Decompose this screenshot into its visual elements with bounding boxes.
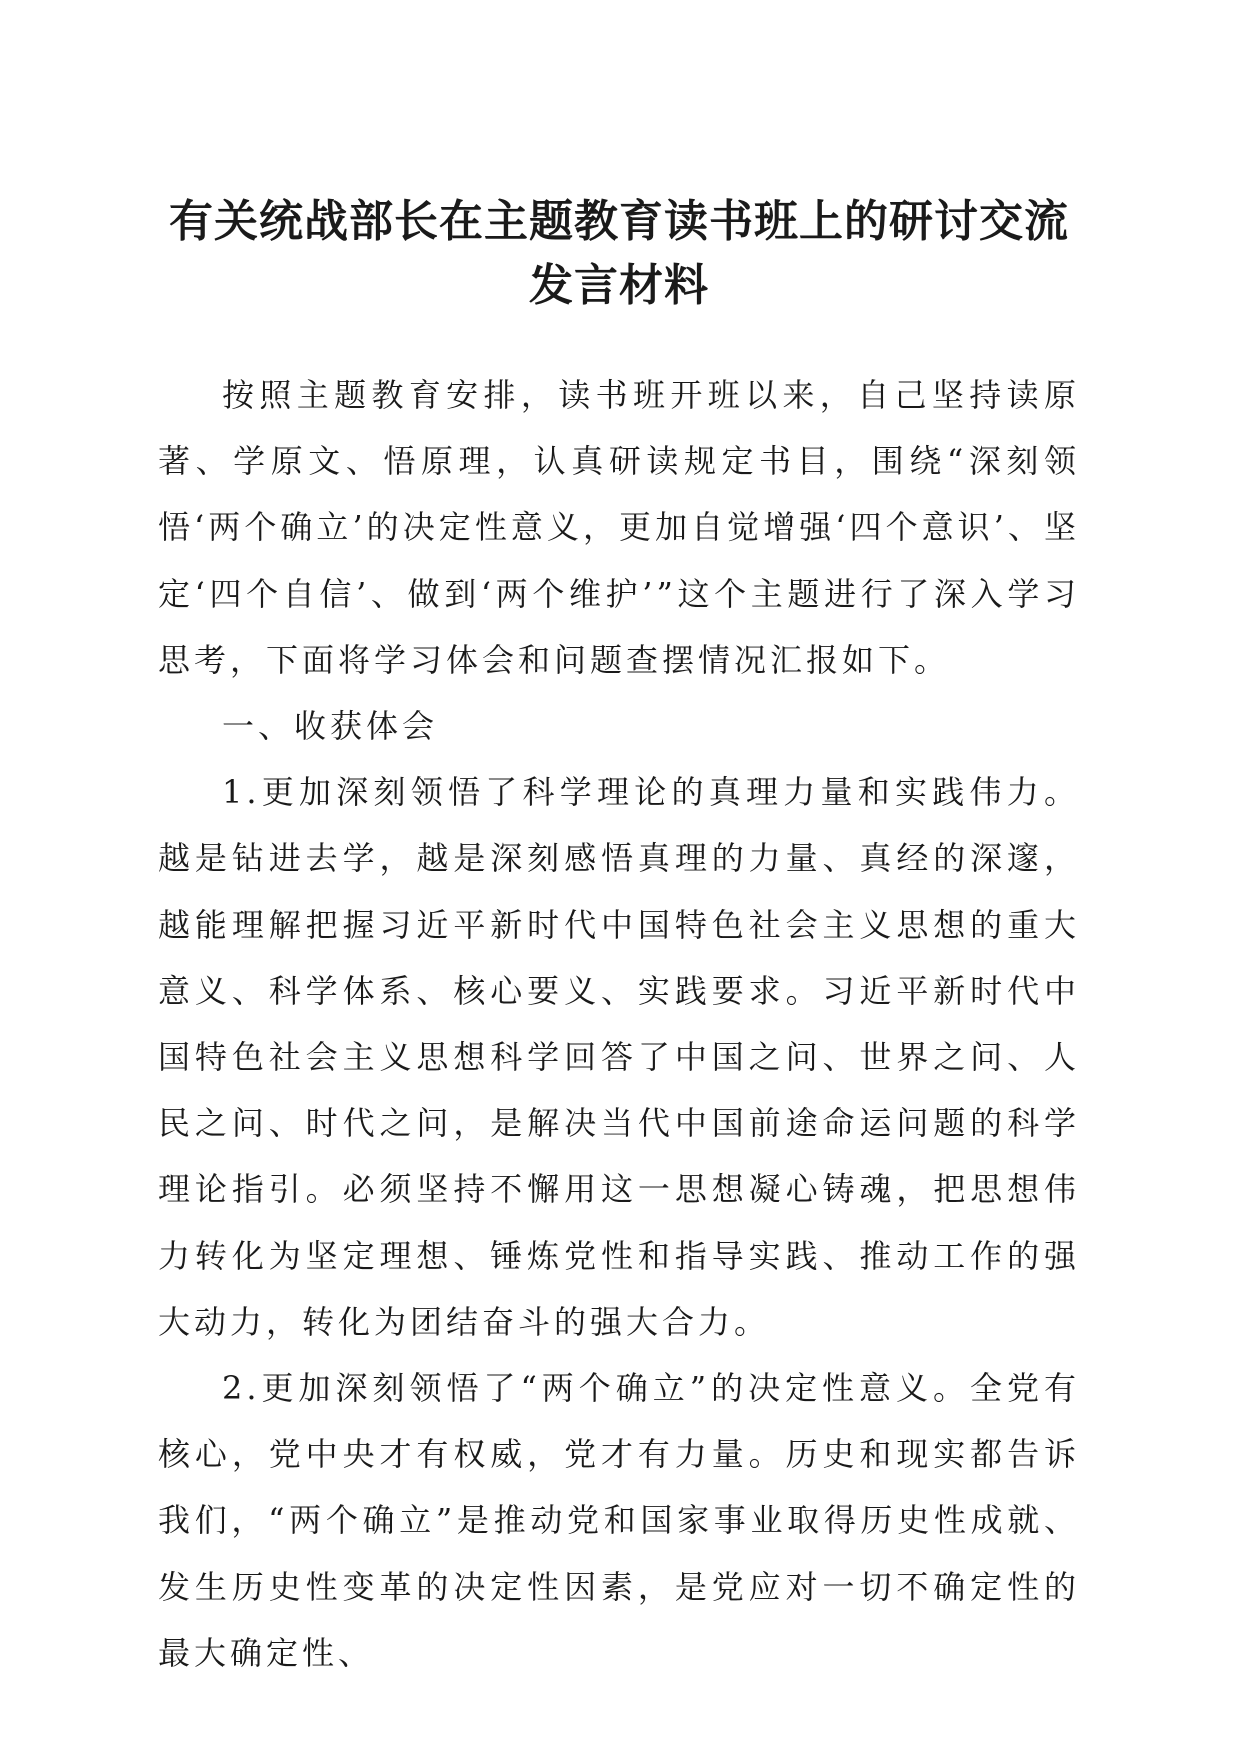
point-1-paragraph: 1.更加深刻领悟了科学理论的真理力量和实践伟力。越是钻进去学，越是深刻感悟真理的力量、真经的深邃，越能理解把握习近平新时代中国特色社会主义思想的重大意义、科学体系、核心要义、实践要求。习近平新时代中国特色社会主义思想科学回答了中国之问、世界之问、人民之问、时代之问，是解决当代中国前途命运问题的科学理论指引。必须坚持不懈用这一思想凝心铸魂，把思想伟力转化为坚定理想、锤炼党性和指导实践、推动工作的强大动力，转化为团结奋斗的强大合力。	[158, 773, 1080, 1341]
document-page	[158, 190, 1080, 1686]
document-body	[158, 362, 1080, 1686]
document-title: 有关统战部长在主题教育读书班上的研讨交流发言材料	[169, 196, 1069, 311]
point-2-paragraph: 2.更加深刻领悟了“两个确立”的决定性意义。全党有核心，党中央才有权威，党才有力量。历史和现实都告诉我们，“两个确立”是推动党和国家事业取得历史性成就、发生历史性变革的决定性因素，是党应对一切不确定性的最大确定性、	[158, 1369, 1080, 1672]
section-heading: 一、收获体会	[222, 707, 439, 746]
intro-paragraph: 按照主题教育安排，读书班开班以来，自己坚持读原著、学原文、悟原理，认真研读规定书目，围绕“深刻领悟‘两个确立’的决定性意义，更加自觉增强‘四个意识’、坚定‘四个自信’、做到‘两个维护’”这个主题进行了深入学习思考，下面将学习体会和问题查摆情况汇报如下。	[158, 376, 1080, 679]
